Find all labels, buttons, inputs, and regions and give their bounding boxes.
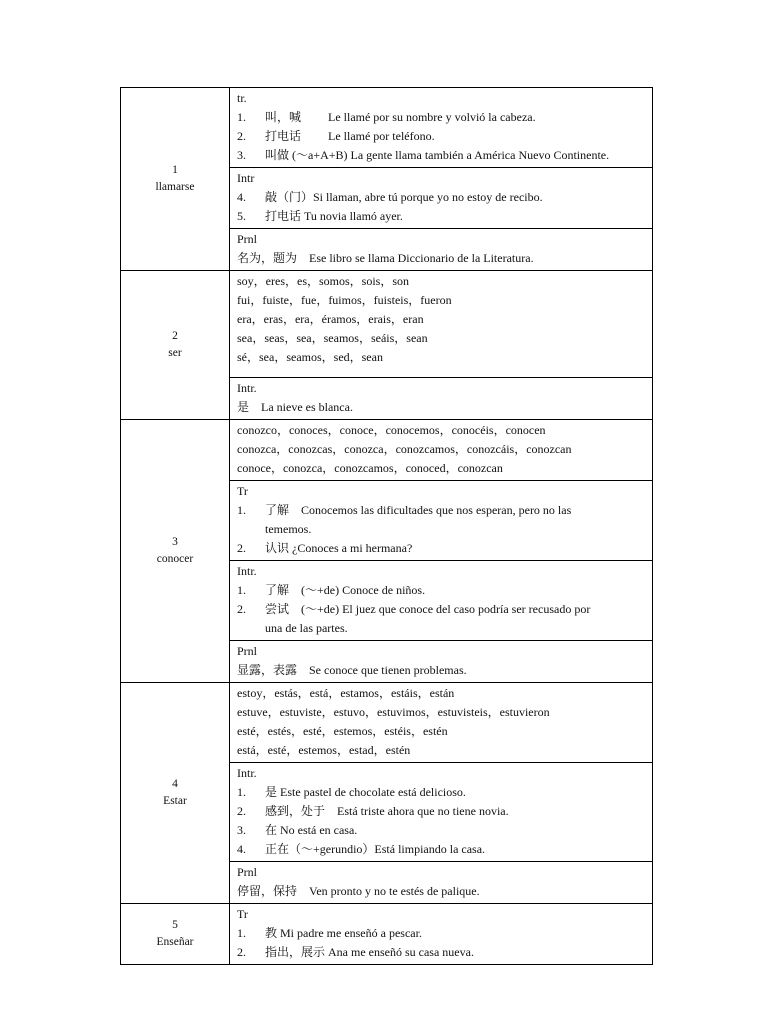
meaning-line <box>237 840 646 859</box>
conjugation-line: conozco，conoces，conoce，conocemos，conocéis，conocen <box>237 423 546 437</box>
usage-label: Tr <box>237 484 248 498</box>
meaning-number: 3. <box>237 823 246 837</box>
meaning-line <box>237 108 646 127</box>
meaning-line <box>237 581 646 600</box>
meaning-number: 1. <box>237 785 246 799</box>
entry-number: 2 <box>172 330 178 342</box>
meaning-text: 教 Mi padre me enseñó a pescar. <box>265 926 422 940</box>
meaning-line <box>237 127 646 146</box>
meaning-text: 认识 ¿Conoces a mi hermana? <box>265 541 413 555</box>
conjugation-cell <box>230 271 653 378</box>
meaning-line <box>237 882 646 901</box>
meaning-text: 在 No está en casa. <box>265 823 358 837</box>
meaning-number: 2. <box>237 602 246 616</box>
meaning-line <box>237 600 646 619</box>
meaning-cell <box>230 641 653 683</box>
meaning-cell <box>230 862 653 904</box>
usage-label: Intr. <box>237 766 257 780</box>
meaning-text: 叫做 (～a+A+B) La gente llama también a América Nuevo Continente. <box>265 148 610 162</box>
entry-row <box>121 683 653 763</box>
conjugation-line: soy，eres，es，somos，sois，son <box>237 274 410 288</box>
entry-row <box>121 271 653 378</box>
usage-label: Intr <box>237 171 255 185</box>
meaning-number: 1. <box>237 503 246 517</box>
entry-verb: Estar <box>163 795 187 807</box>
meaning-text: 了解 Conocemos las dificultades que nos esperan, pero no las <box>265 503 572 517</box>
entry-row <box>121 88 653 168</box>
meaning-text: 是 Este pastel de chocolate está delicioso. <box>265 785 466 799</box>
entry-word-cell <box>121 683 230 904</box>
meaning-number: 2. <box>237 804 246 818</box>
conjugation-line: estoy，estás，está，estamos，estáis，están <box>237 686 455 700</box>
meaning-line <box>237 802 646 821</box>
entry-word-cell <box>121 904 230 965</box>
conjugation-line: sea，seas，sea，seamos，seáis，sean <box>237 331 428 345</box>
meaning-text: 打电话 Tu novia llamó ayer. <box>265 209 403 223</box>
meaning-number: 4. <box>237 190 246 204</box>
meaning-number: 1. <box>237 926 246 940</box>
meaning-continuation: tememos. <box>265 522 312 536</box>
meaning-line <box>237 501 646 520</box>
meaning-cell <box>230 561 653 641</box>
meaning-line <box>237 783 646 802</box>
meaning-text: 叫，喊 Le llamé por su nombre y volvió la cabeza. <box>265 110 536 124</box>
meaning-number: 1. <box>237 583 246 597</box>
conjugation-line: conoce，conozca，conozcamos，conoced，conozcan <box>237 461 503 475</box>
entry-row <box>121 904 653 965</box>
meaning-line <box>237 249 646 268</box>
usage-label: Intr. <box>237 381 257 395</box>
entry-verb: llamarse <box>155 181 195 193</box>
meaning-text: 显露，表露 Se conoce que tienen problemas. <box>237 663 467 677</box>
meaning-cell <box>230 88 653 168</box>
entry-verb: ser <box>168 347 182 359</box>
conjugation-line: está，esté，estemos，estad，estén <box>237 743 411 757</box>
usage-label: Intr. <box>237 564 257 578</box>
meaning-text: 尝试 (～+de) El juez que conoce del caso podría ser recusado por <box>265 602 591 616</box>
spacer <box>237 367 646 375</box>
vocabulary-table-body <box>121 88 653 965</box>
meaning-line <box>237 188 646 207</box>
meaning-text: 正在（～+gerundio）Está limpiando la casa. <box>265 842 486 856</box>
meaning-cell <box>230 229 653 271</box>
entry-number: 1 <box>172 164 178 176</box>
entry-number: 4 <box>172 778 178 790</box>
conjugation-line: conozca，conozcas，conozca，conozcamos，conozcáis，conozcan <box>237 442 572 456</box>
meaning-text: 了解 (～+de) Conoce de niños. <box>265 583 426 597</box>
usage-label: Tr <box>237 907 248 921</box>
entry-number: 3 <box>172 536 178 548</box>
meaning-line <box>237 943 646 962</box>
conjugation-line: fui，fuiste，fue，fuimos，fuisteis，fueron <box>237 293 452 307</box>
meaning-number: 5. <box>237 209 246 223</box>
meaning-text: 是 La nieve es blanca. <box>237 400 353 414</box>
entry-word-cell <box>121 420 230 683</box>
vocabulary-table <box>120 87 653 965</box>
meaning-line <box>237 924 646 943</box>
meaning-cell <box>230 378 653 420</box>
meaning-continuation: una de las partes. <box>265 621 348 635</box>
meaning-number: 4. <box>237 842 246 856</box>
conjugation-line: sé，sea，seamos，sed，sean <box>237 350 383 364</box>
meaning-number: 1. <box>237 110 246 124</box>
conjugation-line: esté，estés，esté，estemos，estéis，estén <box>237 724 448 738</box>
meaning-line <box>237 539 646 558</box>
usage-label: Prnl <box>237 644 258 658</box>
conjugation-cell <box>230 683 653 763</box>
meaning-cell <box>230 168 653 229</box>
usage-label: Prnl <box>237 232 258 246</box>
entry-row <box>121 420 653 481</box>
meaning-line <box>237 207 646 226</box>
conjugation-line: estuve，estuviste，estuvo，estuvimos，estuvisteis，estuvieron <box>237 705 550 719</box>
entry-number: 5 <box>172 919 178 931</box>
conjugation-cell <box>230 420 653 481</box>
meaning-cell <box>230 481 653 561</box>
meaning-line <box>237 398 646 417</box>
meaning-text: 停留，保持 Ven pronto y no te estés de palique. <box>237 884 480 898</box>
usage-label: Prnl <box>237 865 258 879</box>
meaning-number: 2. <box>237 541 246 555</box>
entry-verb: conocer <box>156 553 194 565</box>
meaning-text: 感到，处于 Está triste ahora que no tiene novia. <box>265 804 509 818</box>
meaning-cell <box>230 763 653 862</box>
meaning-line <box>237 146 646 165</box>
meaning-cell <box>230 904 653 965</box>
meaning-number: 2. <box>237 129 246 143</box>
meaning-line <box>237 821 646 840</box>
meaning-number: 2. <box>237 945 246 959</box>
meaning-text: 指出，展示 Ana me enseñó su casa nueva. <box>265 945 474 959</box>
conjugation-line: era，eras，era，éramos，erais，eran <box>237 312 424 326</box>
entry-verb: Enseñar <box>156 936 194 948</box>
meaning-number: 3. <box>237 148 246 162</box>
meaning-text: 名为，题为 Ese libro se llama Diccionario de la Literatura. <box>237 251 534 265</box>
meaning-text: 敲（门）Si llaman, abre tú porque yo no estoy de recibo. <box>265 190 543 204</box>
entry-word-cell <box>121 271 230 420</box>
meaning-text: 打电话 Le llamé por teléfono. <box>265 129 435 143</box>
meaning-line <box>237 661 646 680</box>
entry-word-cell <box>121 88 230 271</box>
usage-label: tr. <box>237 91 247 105</box>
